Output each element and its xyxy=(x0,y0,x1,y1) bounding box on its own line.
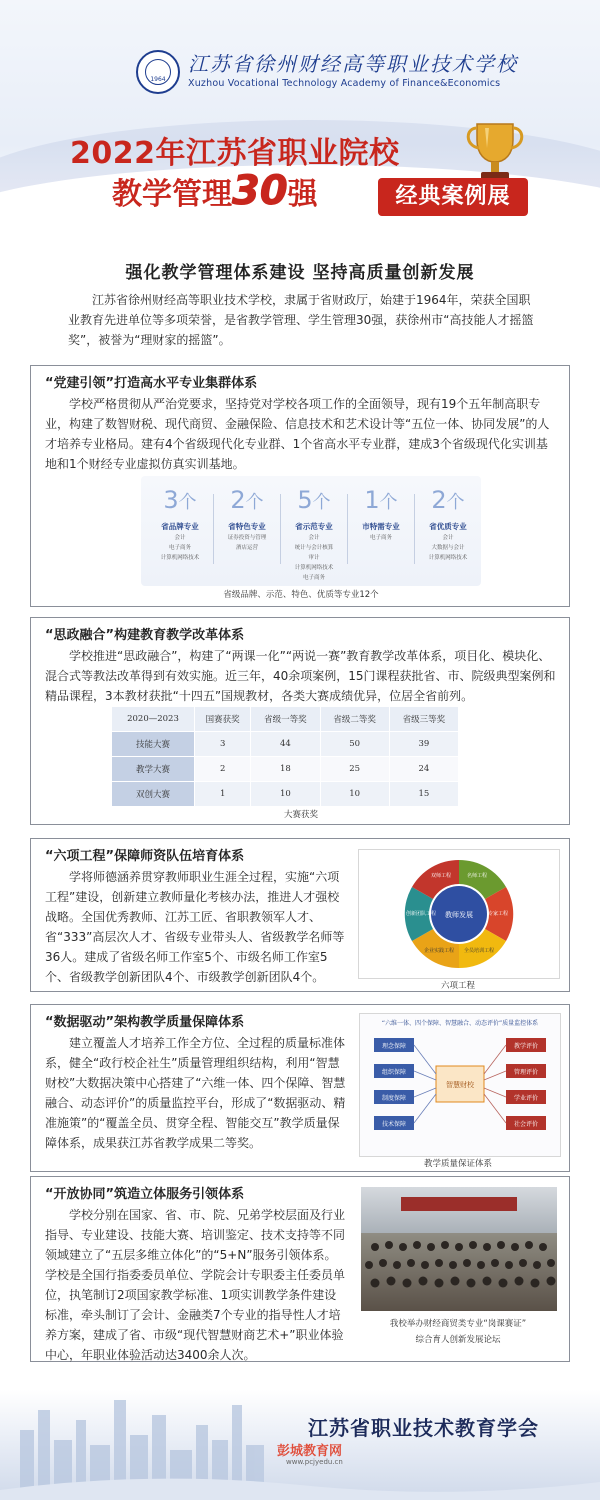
main-title-suffix: 强 xyxy=(287,177,318,212)
title-badge: 经典案例展 xyxy=(378,178,528,216)
table-row xyxy=(112,732,459,757)
stat-sub: 电子商务 xyxy=(168,545,191,551)
stat-divider xyxy=(347,494,348,564)
section-title: “开放协同”筑造立体服务引领体系 xyxy=(45,1187,245,1202)
table-header-row xyxy=(112,707,459,732)
section-card-party xyxy=(30,365,570,607)
flow-title: “六维一体、四个保障、智慧融合、动态评价”质量监控体系 xyxy=(381,1020,539,1027)
stat-unit: 个 xyxy=(379,492,398,513)
stat-number: 1 xyxy=(364,486,380,514)
stat-label: 省品牌专业 xyxy=(161,522,199,531)
table-header: 2020—2023 xyxy=(112,707,195,732)
stat-number: 2 xyxy=(230,486,246,514)
stat-sub: 统计与会计核算 xyxy=(294,545,334,551)
stat-sub: 计算机网络技术 xyxy=(294,565,334,571)
six-projects-ring xyxy=(359,850,559,978)
flow-right-label: 学业评价 xyxy=(513,1095,539,1102)
flow-left-label: 理念保障 xyxy=(381,1043,407,1050)
table-header: 国赛获奖 xyxy=(195,707,251,732)
section-text: 学校分别在国家、省、市、院、兄弟学校层面及行业指导、专业建设、技能大赛、培训鉴定、技术支持等不同领域建立了“五层多维立体化”的“5+N”服务引领体系。学校是全国行指委委员单位、学院会计专职委主任委员单位，执笔制订2项国家教学标准、1项实训教学条件建设标准，牵头制订了会计、金融类7个专业的指导性人才培养方案，建成了省、市级“现代智慧财商艺术+”职业体验中心，年职业体验活动达3400余人次。 xyxy=(45,1208,346,1362)
quality-flow-diagram xyxy=(359,1013,561,1157)
stat-sub: 大数据与会计 xyxy=(431,545,465,551)
stat-unit: 个 xyxy=(312,492,331,513)
specialty-stats-panel xyxy=(141,476,481,586)
stat-label: 省优质专业 xyxy=(429,522,467,531)
ring-label: 创新团队工程 xyxy=(405,911,437,917)
section-text: 学校严格贯彻从严治党要求，坚持党对学校各项工作的全面领导，现有19个五年制高职专业，构建了数智财税、现代商贸、金融保险、信息技术和艺术设计等“五位一体、协同发展”的人才培养专业格局。建有4个省级现代化专业群、1个省高水平专业群，建成3个省级现代化实训基地和1个财经专业虚拟仿真实训基地。 xyxy=(45,397,550,471)
table-row xyxy=(112,782,459,807)
section-title: “六项工程”保障师资队伍培育体系 xyxy=(45,849,245,864)
stat-divider xyxy=(213,494,214,564)
section-text: 建立覆盖人才培养工作全方位、全过程的质量标准体系，健全“政行校企社生”质量管理组织结构，利用“智慧财校”大数据决策中心搭建了“六维一体、四个保障、智慧融合、动态评价”的质量监控平台，形成了“数据驱动、精准施策”的“覆盖全员、贯穿全程、智能交互”教学质量保障体系，成果获江苏省教学成果二等奖。 xyxy=(45,1036,346,1150)
school-name-en: Xuzhou Vocational Technology Academy of Finance&Economics xyxy=(188,78,501,89)
stat-label: 省特色专业 xyxy=(228,522,266,531)
footer-url: www.pcjyedu.cn xyxy=(286,1458,343,1466)
ring-label: 双师工程 xyxy=(430,873,452,879)
stat-unit: 个 xyxy=(446,492,465,513)
section-title: “思政融合”构建教育教学改革体系 xyxy=(45,628,245,643)
stat-sub: 计算机网络技术 xyxy=(428,555,468,561)
stat-sub: 电子商务 xyxy=(369,535,392,541)
section-card-open xyxy=(30,1176,570,1362)
table-cell: 15 xyxy=(389,782,458,807)
figure-caption: 六项工程 xyxy=(440,981,475,991)
table-cell: 10 xyxy=(251,782,320,807)
figure-caption: 教学质量保证体系 xyxy=(423,1159,492,1169)
section-title: “党建引领”打造高水平专业集群体系 xyxy=(45,376,258,391)
ring-label: 名师工程 xyxy=(466,873,488,879)
footer-site-name: 彭城教育网 xyxy=(277,1444,343,1459)
stat-sub: 会计 xyxy=(174,535,186,541)
school-logo xyxy=(136,50,180,94)
section-text: 学将师德涵养贯穿教师职业生涯全过程，实施“六项工程”建设，创新建立教师量化考核办法，推进人才强校战略。全国优秀教师、江苏工匠、省职教领军人才、省“333”高层次人才、省级专业带头人、省级教学名师等36人。建成了省级名师工作室5个、市级名师工作室5个、省级教学创新团队4个、市级教学创新团队4个。 xyxy=(45,870,345,984)
logo-year: 1964 xyxy=(150,76,166,83)
table-header: 省级三等奖 xyxy=(389,707,458,732)
stat-sub: 会计 xyxy=(442,535,454,541)
ring-label: 专家工程 xyxy=(487,911,509,917)
intro-paragraph: 江苏省徐州财经高等职业技术学校，隶属于省财政厅，始建于1964年，荣获全国职业教育先进单位等多项荣誉，是省教学管理、学生管理30强，获徐州市“高技能人才摇篮奖”，被誉为“理财家的摇篮”。 xyxy=(68,293,534,347)
stat-label: 市特需专业 xyxy=(362,522,400,531)
section-title: “数据驱动”架构教学质量保障体系 xyxy=(45,1015,245,1030)
stat-sub: 审计 xyxy=(308,555,320,561)
ring-label: 企业实践工程 xyxy=(423,948,455,954)
main-title-prefix: 教学管理 xyxy=(112,177,232,212)
awards-table xyxy=(111,706,459,807)
flow-right-label: 社会评价 xyxy=(513,1121,539,1128)
stat-sub: 证券投资与管理 xyxy=(227,535,267,541)
table-cell: 18 xyxy=(251,757,320,782)
flow-left-label: 技术保障 xyxy=(381,1121,407,1128)
ring-label: 全员培训工程 xyxy=(463,948,495,954)
flow-chart xyxy=(360,1014,560,1156)
stat-sub: 会计 xyxy=(308,535,320,541)
stat-unit: 个 xyxy=(245,492,264,513)
table-cell: 25 xyxy=(320,757,389,782)
main-title-number: 30 xyxy=(232,168,288,214)
flow-left-label: 组织保障 xyxy=(381,1069,407,1076)
table-cell: 39 xyxy=(389,732,458,757)
figure-caption: 我校举办财经商贸类专业“岗课赛证” xyxy=(389,1319,527,1329)
stat-divider xyxy=(280,494,281,564)
flow-left-label: 制度保障 xyxy=(381,1095,407,1102)
intro-heading: 强化教学管理体系建设 坚持高质量创新发展 xyxy=(125,263,475,283)
section-text: 学校推进“思政融合”，构建了“两课一化”“两说一赛”教育教学改革体系，项目化、模块化、混合式等教法改革得到有效实施。近三年，40余项案例，15门课程获批省、市、院级典型案例和精品课程，3本教材获批“十四五”国规教材，各类大赛成绩优异，位居全省前列。 xyxy=(45,649,556,703)
stat-label: 省示范专业 xyxy=(295,522,333,531)
stat-item xyxy=(350,486,412,542)
table-cell: 2 xyxy=(195,757,251,782)
school-name-cn: 江苏省徐州财经高等职业技术学校 xyxy=(188,52,518,76)
forum-group-photo xyxy=(361,1187,557,1311)
stat-item xyxy=(417,486,479,562)
table-row xyxy=(112,757,459,782)
table-cell: 50 xyxy=(320,732,389,757)
flow-right-label: 教学评价 xyxy=(513,1043,539,1050)
flow-center-label: 智慧财校 xyxy=(446,1081,474,1089)
figure-caption: 省级品牌、示范、特色、优质等专业12个 xyxy=(223,590,379,600)
stat-unit: 个 xyxy=(178,492,197,513)
six-projects-diagram xyxy=(358,849,560,979)
table-header: 省级二等奖 xyxy=(320,707,389,732)
section-card-ideology xyxy=(30,617,570,825)
ring-center-label: 教师发展 xyxy=(445,911,473,919)
table-header: 省级一等奖 xyxy=(251,707,320,732)
table-cell: 24 xyxy=(389,757,458,782)
stat-number: 5 xyxy=(297,486,313,514)
crowd-silhouette xyxy=(361,1187,557,1311)
table-row-label: 技能大赛 xyxy=(112,732,195,757)
table-cell: 1 xyxy=(195,782,251,807)
stat-item xyxy=(216,486,278,552)
main-title-line1: 2022年江苏省职业院校 xyxy=(70,136,400,171)
stat-sub: 计算机网络技术 xyxy=(160,555,200,561)
stat-divider xyxy=(414,494,415,564)
section-card-data xyxy=(30,1004,570,1172)
table-cell: 3 xyxy=(195,732,251,757)
stat-number: 2 xyxy=(431,486,447,514)
figure-caption: 综合育人创新发展论坛 xyxy=(415,1335,501,1345)
table-row-label: 双创大赛 xyxy=(112,782,195,807)
figure-caption: 大赛获奖 xyxy=(283,810,318,820)
footer-organization: 江苏省职业技术教育学会 xyxy=(308,1416,539,1440)
stat-sub: 电子商务 xyxy=(302,575,325,581)
main-title-line2 xyxy=(112,168,318,214)
table-cell: 10 xyxy=(320,782,389,807)
stat-item xyxy=(283,486,345,582)
stat-item xyxy=(149,486,211,562)
stat-number: 3 xyxy=(163,486,179,514)
section-card-teachers xyxy=(30,838,570,992)
table-row-label: 教学大赛 xyxy=(112,757,195,782)
table-cell: 44 xyxy=(251,732,320,757)
flow-right-label: 管理评价 xyxy=(513,1069,539,1076)
stat-sub: 酒店运营 xyxy=(235,545,258,551)
